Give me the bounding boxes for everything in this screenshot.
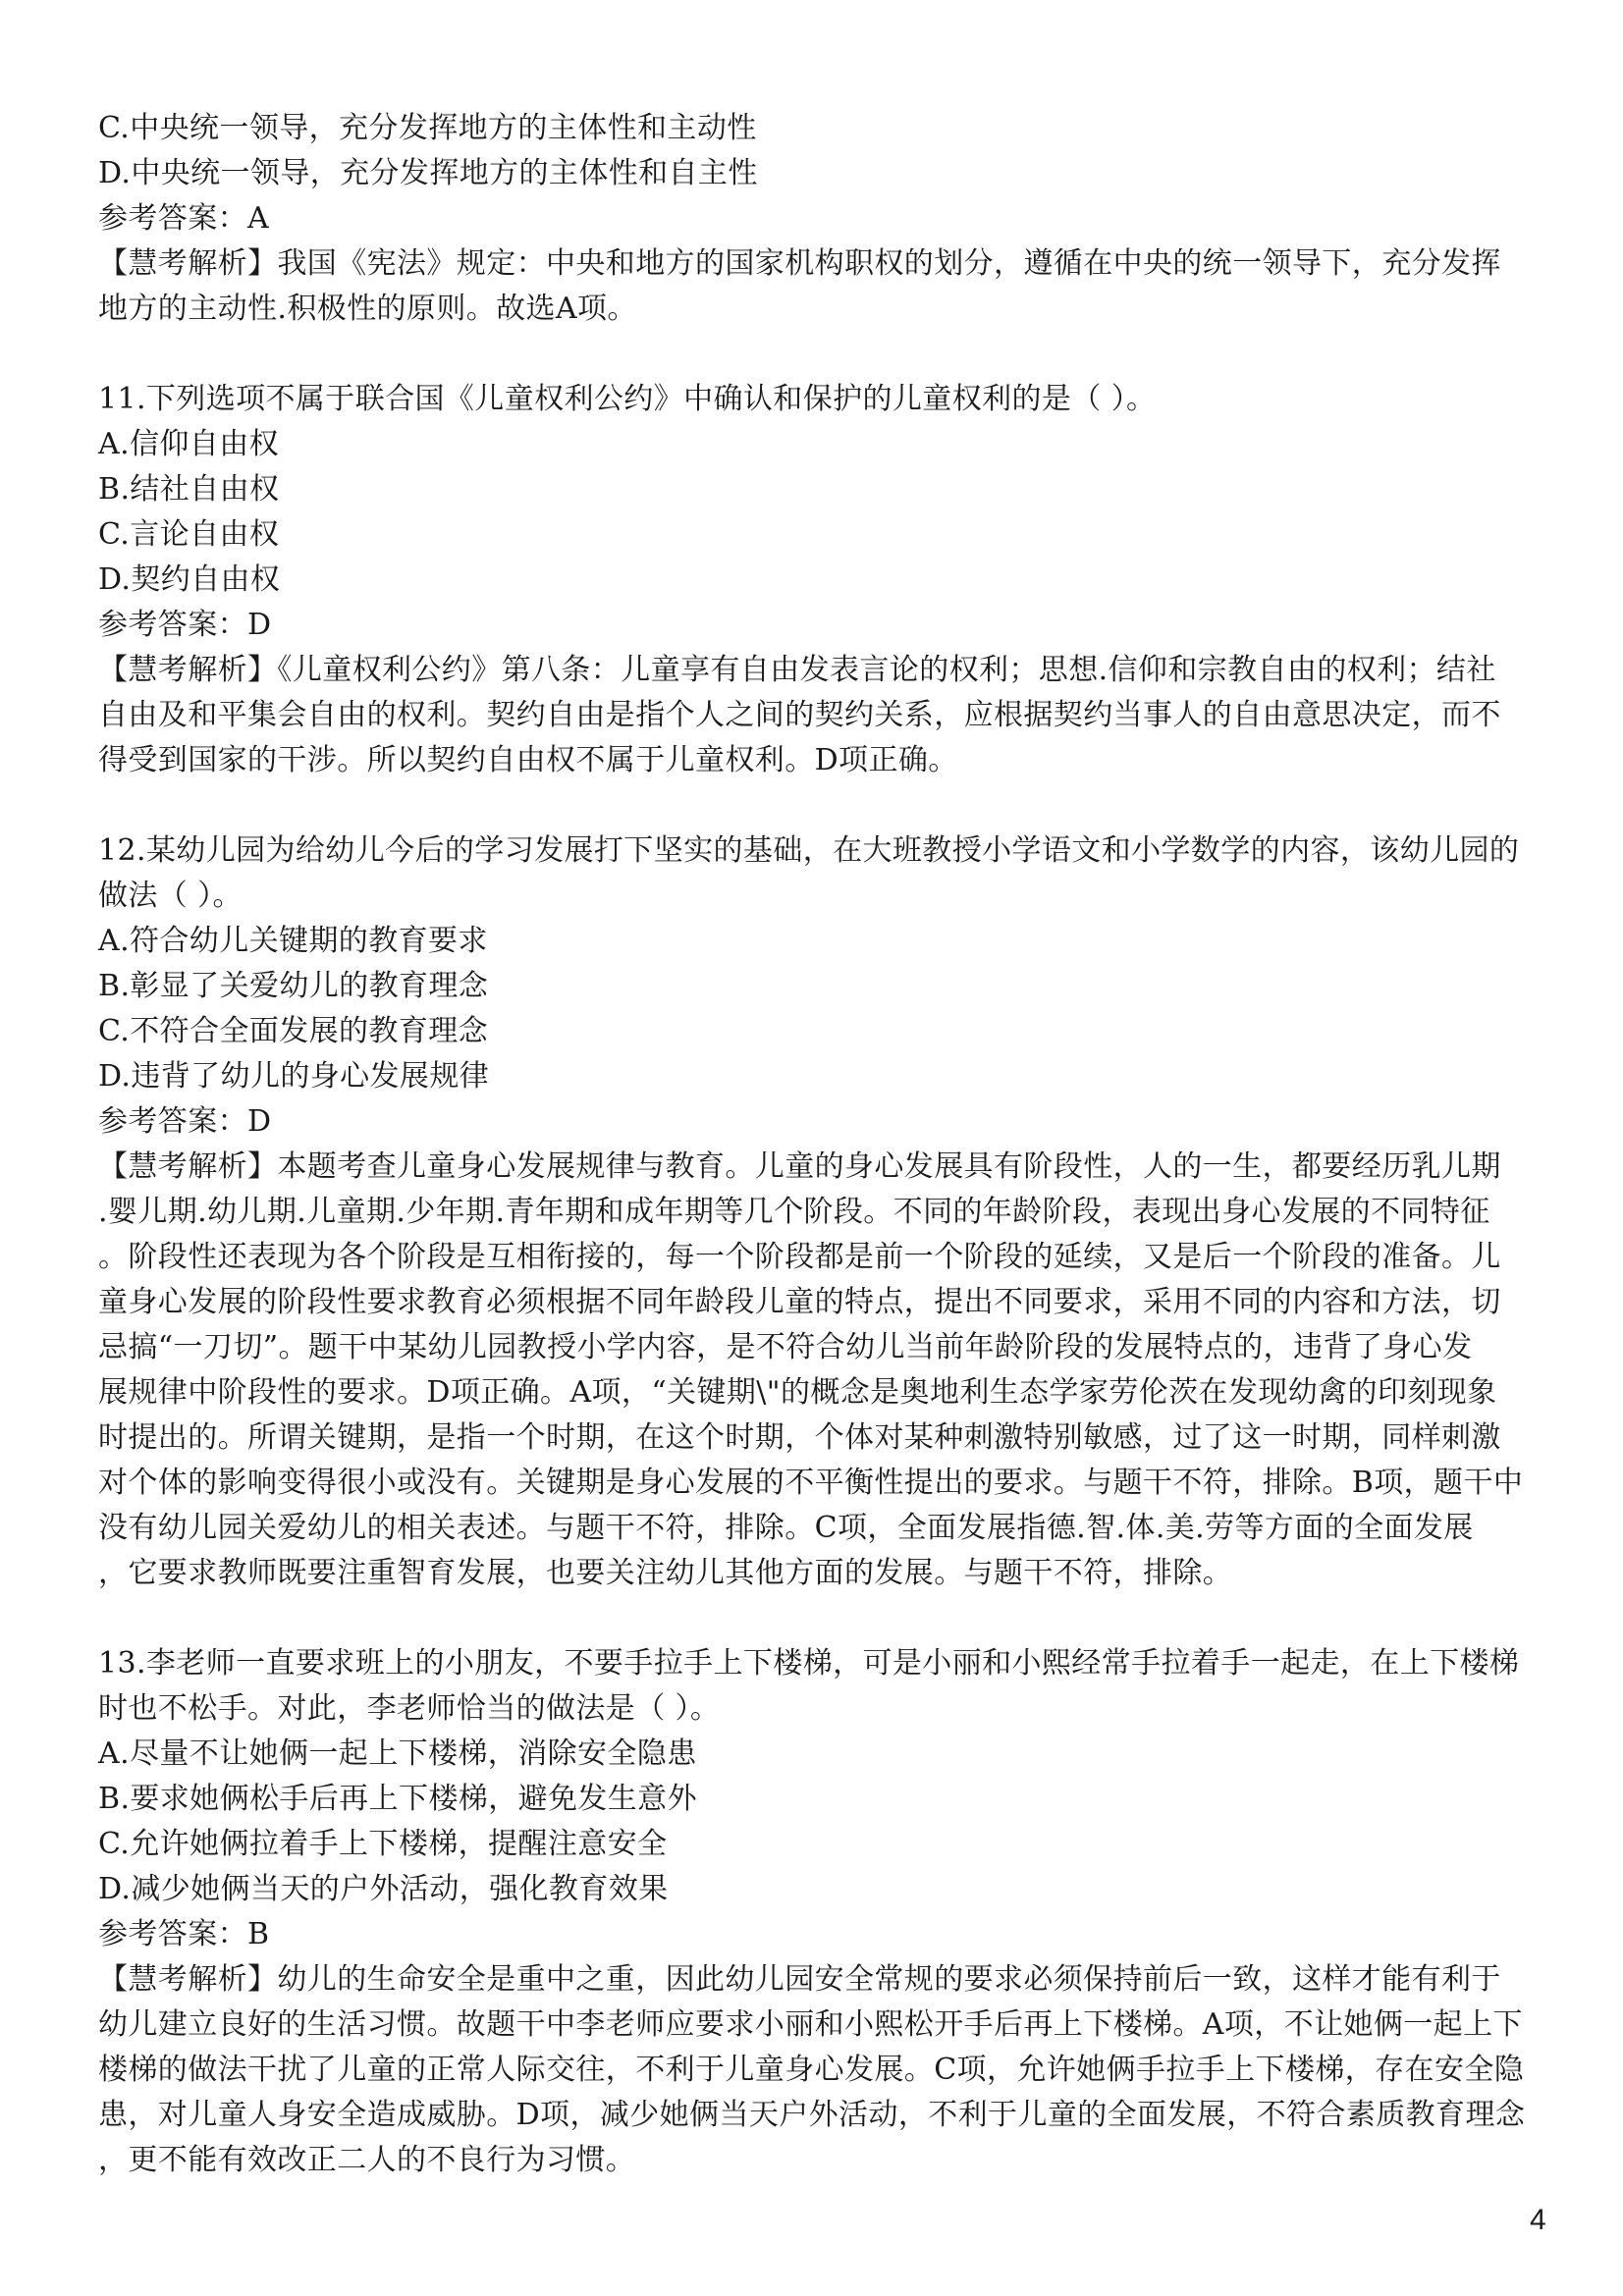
option-d: D.减少她俩当天的户外活动，强化教育效果 — [98, 1872, 669, 1906]
reference-answer: 参考答案：B — [98, 1917, 270, 1951]
spacer — [98, 332, 1542, 377]
question-11 — [98, 377, 1542, 783]
question-stem: 11.下列选项不属于联合国《儿童权利公约》中确认和保护的儿童权利的是（ ）。 — [98, 382, 1157, 416]
spacer — [98, 783, 1542, 828]
page-number: 4 — [1530, 2204, 1546, 2236]
option-a: A.信仰自由权 — [98, 427, 280, 461]
option-d: D.违背了幼儿的身心发展规律 — [98, 1059, 490, 1094]
answer-analysis: 【慧考解析】本题考查儿童身心发展规律与教育。儿童的身心发展具有阶段性，人的一生，都要经历乳儿期 .婴儿期.幼儿期.儿童期.少年期.青年期和成年期等几个阶段。不同的年龄阶段，表现出身心发展的不同特征 。阶段性还表现为各个阶段是互相衔接的，每一个阶段都是前一个阶段的延续，又是后一个阶段的准备。儿 童身心发展的阶段性要求教育必须根据不同年龄段儿童的特点，提出不同要求，采用不同的内容和方法，切 忌搞“一刀切”。题干中某幼儿园教授小学内容，是不符合幼儿当前年龄阶段的发展特点的，违背了身心发 展规律中阶段性的要求。D项正确。A项，“关键期\"的概念是奥地利生态学家劳伦茨在发现幼禽的印刻现象 时提出的。所谓关键期，是指一个时期，在这个时期，个体对某种刺激特别敏感，过了这一时期，同样刺激 对个体的影响变得很小或没有。关键期是身心发展的不平衡性提出的要求。与题干不符，排除。B项，题干中 没有幼儿园关爱幼儿的相关表述。与题干不符，排除。C项，全面发展指德.智.体.美.劳等方面的全面发展 ，它要求教师既要注重智育发展，也要关注幼儿其他方面的发展。与题干不符，排除。 — [98, 1149, 1524, 1590]
option-c: C.不符合全面发展的教育理念 — [98, 1014, 489, 1048]
reference-answer: 参考答案：A — [98, 201, 270, 236]
question-12 — [98, 828, 1542, 1596]
option-c: C.言论自由权 — [98, 517, 280, 552]
spacer — [98, 1596, 1542, 1641]
question-stem: 13.李老师一直要求班上的小朋友，不要手拉手上下楼梯，可是小丽和小熙经常手拉着手一起走，在上下楼梯 时也不松手。对此，李老师恰当的做法是（ ）。 — [98, 1646, 1520, 1726]
question-stem: 12.某幼儿园为给幼儿今后的学习发展打下坚实的基础，在大班教授小学语文和小学数学的内容，该幼儿园的 做法（ ）。 — [98, 833, 1520, 913]
option-d: D.契约自由权 — [98, 562, 281, 597]
answer-analysis: 【慧考解析】《儿童权利公约》第八条：儿童享有自由发表言论的权利；思想.信仰和宗教自由的权利；结社 自由及和平集会自由的权利。契约自由是指个人之间的契约关系，应根据契约当事人的自由意思决定，而不 得受到国家的干涉。所以契约自由权不属于儿童权利。D项正确。 — [98, 653, 1501, 777]
reference-answer: 参考答案：D — [98, 608, 272, 642]
option-b: B.彰显了关爱幼儿的教育理念 — [98, 969, 489, 1003]
option-b: B.要求她俩松手后再上下楼梯，避免发生意外 — [98, 1782, 697, 1816]
reference-answer: 参考答案：D — [98, 1104, 272, 1139]
option-a: A.符合幼儿关键期的教育要求 — [98, 924, 488, 958]
answer-analysis: 【慧考解析】幼儿的生命安全是重中之重，因此幼儿园安全常规的要求必须保持前后一致，这样才能有利于 幼儿建立良好的生活习惯。故题干中李老师应要求小丽和小熙松开手后再上下楼梯。A项，不让她俩一起上下 楼梯的做法干扰了儿童的正常人际交往，不利于儿童身心发展。C项，允许她俩手拉手上下楼梯，存在安全隐 患，对儿童人身安全造成威胁。D项，减少她俩当天户外活动，不利于儿童的全面发展，不符合素质教育理念 ，更不能有效改正二人的不良行为习惯。 — [98, 1962, 1526, 2177]
question-13 — [98, 1641, 1542, 2183]
option-c: C.允许她俩拉着手上下楼梯，提醒注意安全 — [98, 1827, 668, 1861]
answer-analysis: 【慧考解析】我国《宪法》规定：中央和地方的国家机构职权的划分，遵循在中央的统一领导下，充分发挥 地方的主动性.积极性的原则。故选A项。 — [98, 246, 1501, 326]
option-a: A.尽量不让她俩一起上下楼梯，消除安全隐患 — [98, 1736, 697, 1771]
question-10 — [98, 106, 1542, 332]
option-c: C.中央统一领导，充分发挥地方的主体性和主动性 — [98, 111, 757, 145]
option-d: D.中央统一领导，充分发挥地方的主体性和自主性 — [98, 156, 758, 190]
option-b: B.结社自由权 — [98, 472, 280, 507]
document-page — [98, 106, 1542, 2183]
